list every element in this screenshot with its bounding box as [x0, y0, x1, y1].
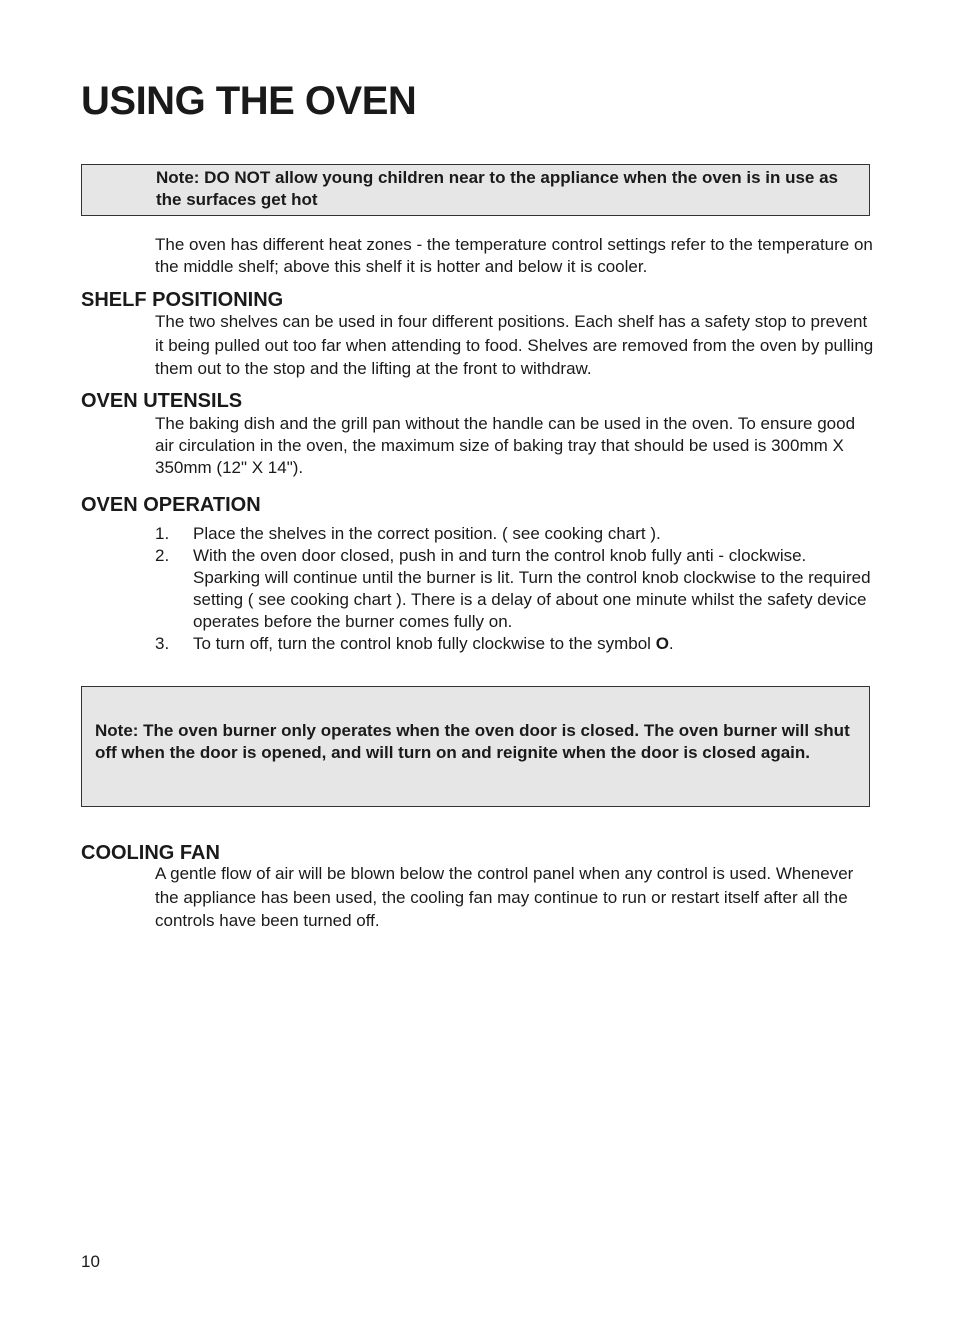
step-number: 3. [155, 634, 170, 653]
oven-utensils-text: The baking dish and the grill pan without the handle can be used in the oven. To ensure good air circulation in the oven, the maximum size of baking tray that should be used is 300mm X 350mm (12" X 14"). [155, 414, 856, 477]
oven-operation-heading: OVEN OPERATION [81, 494, 261, 516]
step-end: . [668, 634, 674, 653]
step-text: With the oven door closed, push in and turn the control knob fully anti - clockwise. Sparking will continue until the burner is lit. Turn the control knob clockwise to the required setting ( see cooking chart ). There is a delay of about one minute whilst the safety device operates before the burner comes fully on. [193, 546, 871, 631]
shelf-positioning-heading: SHELF POSITIONING [81, 289, 284, 311]
step-text: To turn off, turn the control knob fully clockwise to the symbol [193, 634, 656, 653]
oven-operation-steps [155, 523, 875, 655]
cooling-fan-heading: COOLING FAN [81, 842, 220, 864]
page-title: USING THE OVEN [81, 79, 417, 123]
burner-door-note: Note: The oven burner only operates when the oven door is closed. The oven burner will shut off when the door is opened, and will turn on and reignite when the door is closed again. [81, 686, 870, 807]
children-warning-note: Note: DO NOT allow young children near to the appliance when the oven is in use as the surfaces get hot [81, 164, 870, 216]
step-number: 1. [155, 524, 170, 543]
step-number: 2. [155, 546, 170, 565]
shelf-positioning-text: The two shelves can be used in four different positions. Each shelf has a safety stop to prevent it being pulled out too far when attending to food. Shelves are removed from the oven by pulling them out to the stop and the lifting at the front to withdraw. [155, 312, 874, 378]
operation-step [155, 545, 875, 633]
cooling-fan-text: A gentle flow of air will be blown below the control panel when any control is used. Whenever the appliance has been used, the cooling fan may continue to run or restart itself after all the controls have been turned off. [155, 864, 854, 930]
oven-utensils-heading: OVEN UTENSILS [81, 390, 243, 412]
operation-step [155, 633, 875, 655]
step-text: Place the shelves in the correct position. ( see cooking chart ). [193, 524, 661, 543]
operation-step [155, 523, 875, 545]
heat-zones-intro: The oven has different heat zones - the temperature control settings refer to the temperature on the middle shelf; above this shelf it is hotter and below it is cooler. [155, 235, 873, 276]
page-number: 10 [81, 1252, 100, 1271]
off-symbol: O [655, 634, 669, 653]
